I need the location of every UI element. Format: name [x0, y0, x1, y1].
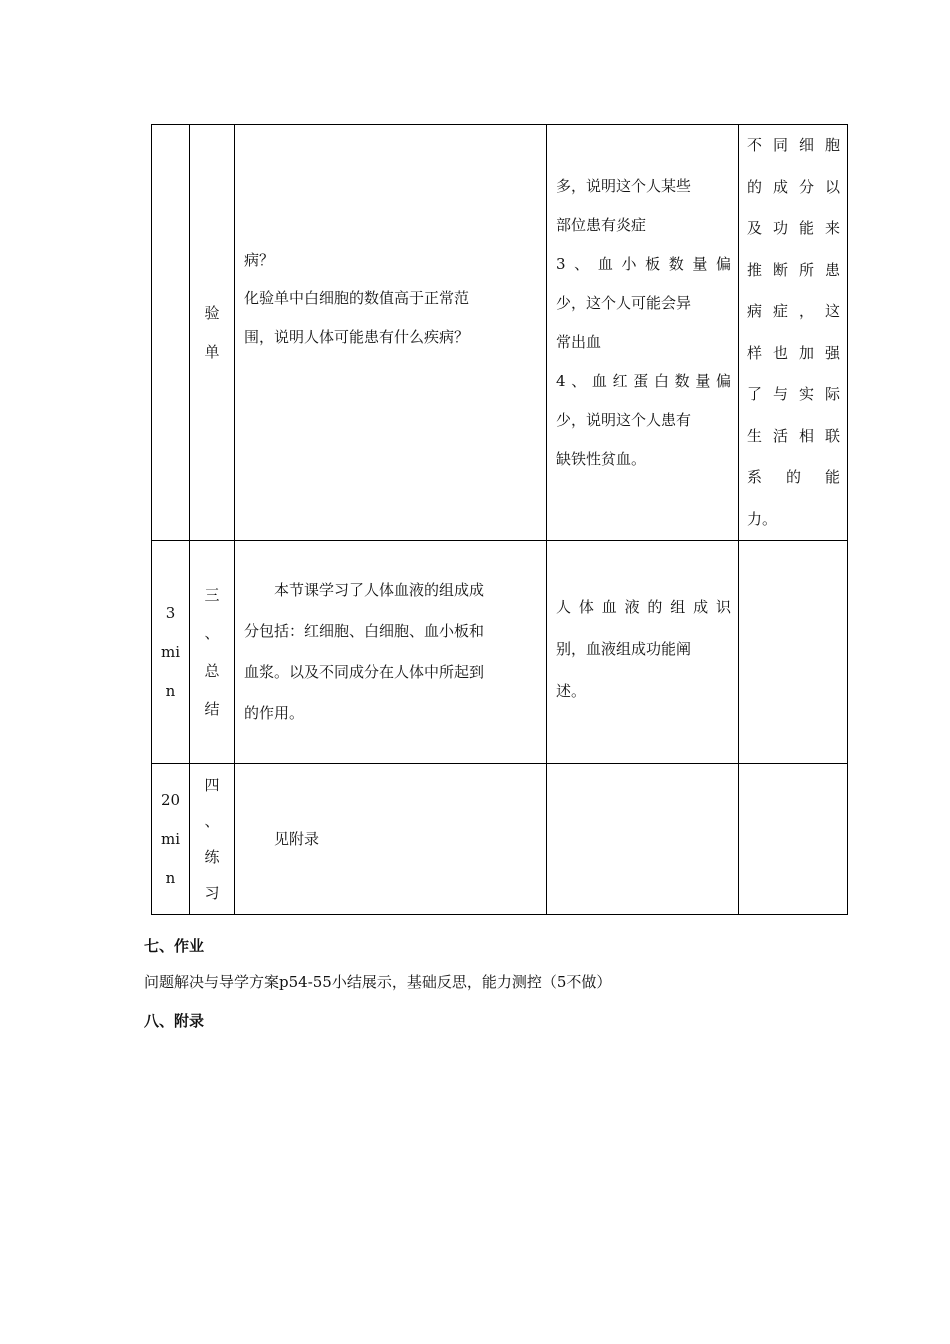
time-part: mi	[160, 829, 181, 848]
step-char: 三	[204, 586, 220, 604]
intent-line: 推断所患	[747, 260, 840, 279]
student-activity-cell	[547, 764, 739, 915]
step-char: 、	[204, 624, 220, 642]
intent-line: 的成分以	[747, 177, 840, 196]
time-cell	[152, 125, 190, 541]
content-cell	[235, 125, 547, 541]
student-activity-cell	[547, 541, 739, 764]
content-line: 血浆。以及不同成分在人体中所起到	[244, 663, 485, 681]
content-cell	[235, 541, 547, 764]
step-cell	[190, 541, 235, 764]
student-line: 4、血红蛋白数量偏	[556, 372, 731, 390]
table-row	[152, 764, 848, 915]
student-line: 部位患有炎症	[556, 216, 647, 234]
section-heading-homework: 七、作业	[144, 937, 205, 955]
time-part: mi	[160, 642, 181, 661]
content-line: 的作用。	[244, 704, 305, 722]
time-cell	[152, 541, 190, 764]
step-cell	[190, 125, 235, 541]
content-cell	[235, 764, 547, 915]
content-line: 见附录	[274, 829, 320, 848]
table-row	[152, 125, 848, 541]
intent-line: 生活相联	[747, 426, 840, 445]
intent-line: 病症，这	[747, 302, 840, 320]
time-part: n	[165, 868, 176, 887]
step-char: 练	[204, 848, 220, 866]
step-char: 单	[204, 342, 220, 361]
student-line: 3、血小板数量偏	[556, 255, 731, 273]
time-part: n	[165, 681, 176, 700]
intent-line: 不同细胞	[747, 136, 840, 154]
step-char: 总	[204, 662, 220, 680]
student-line: 述。	[556, 682, 587, 700]
intent-line: 样也加强	[747, 343, 840, 362]
intent-line: 及功能来	[747, 219, 840, 237]
content-line: 围，说明人体可能患有什么疾病？	[244, 328, 470, 346]
content-line: 本节课学习了人体血液的组成成	[274, 581, 485, 599]
content-line: 化验单中白细胞的数值高于正常范	[244, 289, 470, 307]
time-part: 3	[165, 603, 176, 622]
student-line: 缺铁性贫血。	[556, 450, 647, 468]
student-line: 别，血液组成功能阐	[556, 640, 692, 658]
intent-line: 力。	[747, 509, 778, 528]
student-line: 人体血液的组成识	[556, 598, 731, 616]
student-line: 少，说明这个人患有	[556, 411, 692, 429]
content-line: 分包括：红细胞、白细胞、血小板和	[244, 622, 485, 640]
step-cell	[190, 764, 235, 915]
section-heading-appendix: 八、附录	[144, 1012, 205, 1030]
intent-line: 系的能	[747, 468, 840, 486]
design-intent-cell	[739, 125, 848, 541]
time-part: 20	[160, 790, 181, 809]
step-char: 验	[204, 303, 220, 322]
step-char: 四	[204, 776, 220, 794]
intent-line: 了与实际	[747, 385, 840, 403]
student-activity-cell	[547, 125, 739, 541]
step-char: 习	[204, 884, 220, 902]
homework-text: 问题解决与导学方案p54-55小结展示，基础反思，能力测控（5不做）	[144, 973, 612, 991]
step-char: 、	[204, 812, 220, 830]
design-intent-cell	[739, 764, 848, 915]
student-line: 少，这个人可能会异	[556, 294, 692, 312]
step-char: 结	[204, 700, 220, 718]
table-row	[152, 541, 848, 764]
lesson-plan-table	[151, 124, 848, 915]
time-cell	[152, 764, 190, 915]
student-line: 常出血	[556, 333, 602, 351]
content-line: 病？	[244, 251, 275, 269]
design-intent-cell	[739, 541, 848, 764]
student-line: 多，说明这个人某些	[556, 177, 692, 195]
